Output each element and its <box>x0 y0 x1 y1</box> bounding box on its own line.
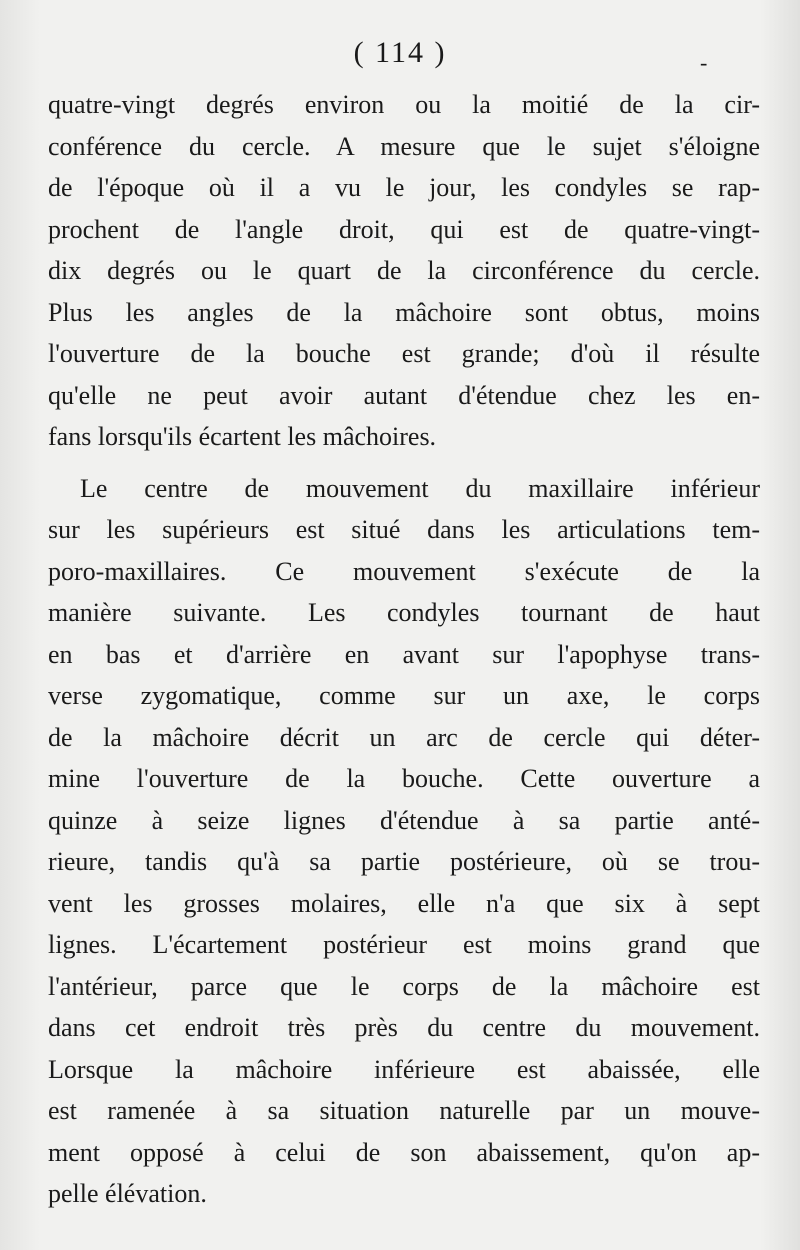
text-line: quinze à seize lignes d'étendue à sa partie anté- <box>48 805 760 835</box>
text-line: fans lorsqu'ils écartent les mâchoires. <box>48 422 437 451</box>
text-line: en bas et d'arrière en avant sur l'apophyse trans- <box>48 639 760 669</box>
text-line: qu'elle ne peut avoir autant d'étendue chez les en- <box>48 380 760 410</box>
text-line: Le centre de mouvement du maxillaire inférieur <box>80 473 760 503</box>
text-line: vent les grosses molaires, elle n'a que six à sept <box>48 888 760 918</box>
text-line: de la mâchoire décrit un arc de cercle qui déter- <box>48 722 760 752</box>
text-line: sur les supérieurs est situé dans les articulations tem- <box>48 515 760 544</box>
margin-mark: - <box>700 50 708 75</box>
text-line: de l'époque où il a vu le jour, les condyles se rap- <box>48 173 760 202</box>
text-line: manière suivante. Les condyles tournant de haut <box>48 598 760 627</box>
text-line: poro-maxillaires. Ce mouvement s'exécute de la <box>48 556 760 586</box>
text-line: ment opposé à celui de son abaissement, qu'on ap- <box>48 1137 760 1167</box>
text-line: dans cet endroit très près du centre du mouvement. <box>48 1013 760 1042</box>
text-line: pelle élévation. <box>48 1179 207 1208</box>
text-line: est ramenée à sa situation naturelle par un mouve- <box>48 1096 760 1125</box>
text-line: dix degrés ou le quart de la circonférence du cercle. <box>48 256 760 285</box>
text-line: Lorsque la mâchoire inférieure est abaissée, elle <box>48 1054 760 1084</box>
text-line: l'ouverture de la bouche est grande; d'où il résulte <box>48 339 760 368</box>
page-number: ( 114 ) <box>353 36 447 69</box>
text-line: l'antérieur, parce que le corps de la mâchoire est <box>48 971 760 1001</box>
body-text <box>48 84 760 1215</box>
text-line: lignes. L'écartement postérieur est moins grand que <box>48 930 760 959</box>
text-line: mine l'ouverture de la bouche. Cette ouverture a <box>48 764 760 793</box>
paragraph-2 <box>48 468 760 1215</box>
text-line: Plus les angles de la mâchoire sont obtus, moins <box>48 297 760 327</box>
text-line: rieure, tandis qu'à sa partie postérieure, où se trou- <box>48 847 760 876</box>
paragraph-gap <box>48 458 760 468</box>
text-line: verse zygomatique, comme sur un axe, le corps <box>48 681 760 710</box>
text-line: conférence du cercle. A mesure que le sujet s'éloigne <box>48 131 760 161</box>
paragraph-1 <box>48 84 760 458</box>
text-line: quatre-vingt degrés environ ou la moitié de la cir- <box>48 90 760 119</box>
text-line: prochent de l'angle droit, qui est de quatre-vingt- <box>48 214 760 244</box>
